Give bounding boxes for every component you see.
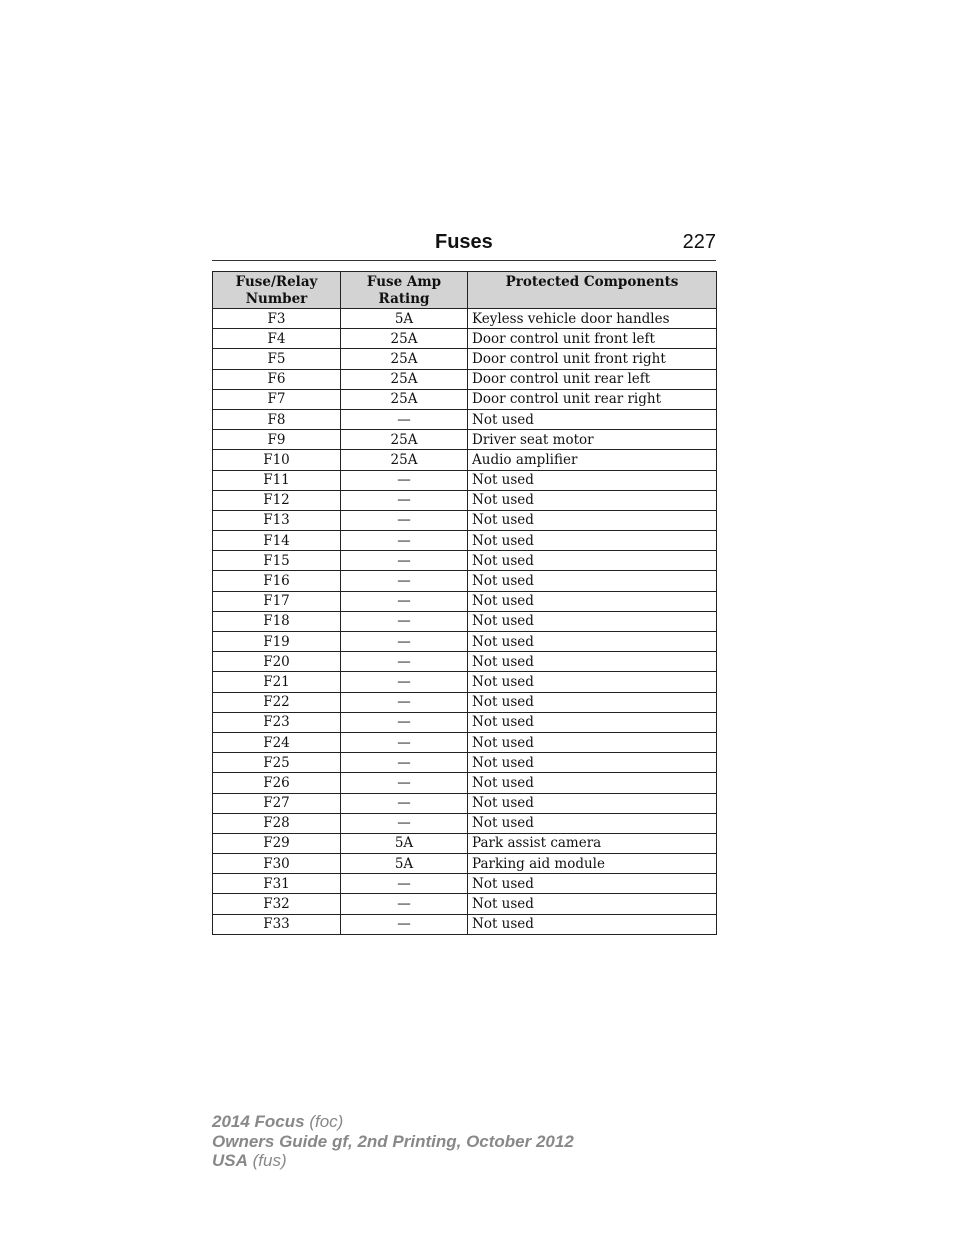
fuse-number-cell: F14 [213, 531, 341, 551]
table-row [213, 874, 717, 894]
fuse-number-cell: F12 [213, 490, 341, 510]
protected-component-cell: Not used [468, 652, 717, 672]
amp-rating-cell: 25A [341, 329, 468, 349]
fuse-number-cell: F22 [213, 692, 341, 712]
protected-component-cell: Not used [468, 712, 717, 732]
footer-guide-line: Owners Guide gf, 2nd Printing, October 2012 [212, 1131, 574, 1151]
amp-rating-cell: — [341, 591, 468, 611]
table-row [213, 409, 717, 429]
fuse-number-cell: F5 [213, 349, 341, 369]
fuse-number-cell: F25 [213, 753, 341, 773]
page-number: 227 [682, 231, 716, 253]
table-row [213, 773, 717, 793]
protected-component-cell: Not used [468, 753, 717, 773]
column-header-fuse-number: Fuse/Relay Number [213, 272, 341, 309]
protected-component-cell: Not used [468, 551, 717, 571]
amp-rating-cell: 25A [341, 450, 468, 470]
page-footer [212, 1112, 574, 1171]
protected-component-cell: Door control unit front right [468, 349, 717, 369]
protected-component-cell: Door control unit rear right [468, 389, 717, 409]
table-row [213, 531, 717, 551]
amp-rating-cell: — [341, 571, 468, 591]
amp-rating-cell: 25A [341, 349, 468, 369]
column-header-amp-rating: Fuse Amp Rating [341, 272, 468, 309]
protected-component-cell: Parking aid module [468, 854, 717, 874]
fuse-number-cell: F30 [213, 854, 341, 874]
table-row [213, 712, 717, 732]
fuse-number-cell: F27 [213, 793, 341, 813]
table-row [213, 632, 717, 652]
table-row [213, 369, 717, 389]
table-row [213, 329, 717, 349]
table-row [213, 510, 717, 530]
fuse-number-cell: F4 [213, 329, 341, 349]
fuse-number-cell: F18 [213, 611, 341, 631]
protected-component-cell: Not used [468, 793, 717, 813]
protected-component-cell: Door control unit front left [468, 329, 717, 349]
protected-component-cell: Not used [468, 490, 717, 510]
amp-rating-cell: — [341, 874, 468, 894]
fuse-number-cell: F31 [213, 874, 341, 894]
amp-rating-cell: — [341, 773, 468, 793]
table-row [213, 450, 717, 470]
fuse-number-cell: F26 [213, 773, 341, 793]
fuse-number-cell: F6 [213, 369, 341, 389]
protected-component-cell: Park assist camera [468, 833, 717, 853]
fuse-number-cell: F32 [213, 894, 341, 914]
amp-rating-cell: — [341, 672, 468, 692]
table-row [213, 894, 717, 914]
amp-rating-cell: — [341, 732, 468, 752]
table-row [213, 551, 717, 571]
fuse-number-cell: F29 [213, 833, 341, 853]
amp-rating-cell: — [341, 813, 468, 833]
amp-rating-cell: — [341, 793, 468, 813]
protected-component-cell: Not used [468, 409, 717, 429]
amp-rating-cell: — [341, 632, 468, 652]
amp-rating-cell: — [341, 712, 468, 732]
fuse-number-cell: F8 [213, 409, 341, 429]
amp-rating-cell: 5A [341, 854, 468, 874]
protected-component-cell: Not used [468, 531, 717, 551]
amp-rating-cell: — [341, 551, 468, 571]
table-row [213, 753, 717, 773]
fuse-table [212, 271, 717, 935]
amp-rating-cell: 5A [341, 833, 468, 853]
fuse-number-cell: F33 [213, 914, 341, 934]
fuse-number-cell: F13 [213, 510, 341, 530]
protected-component-cell: Not used [468, 773, 717, 793]
amp-rating-cell: — [341, 531, 468, 551]
page-header [212, 228, 716, 261]
amp-rating-cell: — [341, 470, 468, 490]
table-row [213, 571, 717, 591]
table-row [213, 652, 717, 672]
fuse-number-cell: F3 [213, 309, 341, 329]
protected-component-cell: Driver seat motor [468, 430, 717, 450]
column-header-protected-components: Protected Components [468, 272, 717, 309]
fuse-number-cell: F16 [213, 571, 341, 591]
protected-component-cell: Not used [468, 632, 717, 652]
table-row [213, 591, 717, 611]
protected-component-cell: Not used [468, 894, 717, 914]
amp-rating-cell: — [341, 692, 468, 712]
table-row [213, 692, 717, 712]
protected-component-cell: Keyless vehicle door handles [468, 309, 717, 329]
amp-rating-cell: — [341, 914, 468, 934]
fuse-number-cell: F11 [213, 470, 341, 490]
amp-rating-cell: 5A [341, 309, 468, 329]
fuse-number-cell: F10 [213, 450, 341, 470]
protected-component-cell: Not used [468, 813, 717, 833]
table-row [213, 470, 717, 490]
protected-component-cell: Not used [468, 611, 717, 631]
fuse-number-cell: F20 [213, 652, 341, 672]
table-row [213, 490, 717, 510]
fuse-number-cell: F9 [213, 430, 341, 450]
protected-component-cell: Door control unit rear left [468, 369, 717, 389]
amp-rating-cell: 25A [341, 389, 468, 409]
amp-rating-cell: — [341, 409, 468, 429]
amp-rating-cell: — [341, 652, 468, 672]
amp-rating-cell: 25A [341, 369, 468, 389]
fuse-number-cell: F23 [213, 712, 341, 732]
fuse-number-cell: F19 [213, 632, 341, 652]
amp-rating-cell: — [341, 611, 468, 631]
footer-market-line: USA (fus) [212, 1151, 287, 1170]
fuse-number-cell: F17 [213, 591, 341, 611]
fuse-number-cell: F15 [213, 551, 341, 571]
table-row [213, 854, 717, 874]
table-row [213, 914, 717, 934]
fuse-number-cell: F21 [213, 672, 341, 692]
amp-rating-cell: — [341, 490, 468, 510]
table-row [213, 430, 717, 450]
protected-component-cell: Not used [468, 510, 717, 530]
fuse-number-cell: F7 [213, 389, 341, 409]
fuse-number-cell: F24 [213, 732, 341, 752]
protected-component-cell: Not used [468, 571, 717, 591]
protected-component-cell: Not used [468, 672, 717, 692]
footer-model-line: 2014 Focus (foc) [212, 1112, 344, 1131]
table-header-row [213, 272, 717, 309]
amp-rating-cell: 25A [341, 430, 468, 450]
amp-rating-cell: — [341, 510, 468, 530]
protected-component-cell: Not used [468, 470, 717, 490]
table-row [213, 833, 717, 853]
protected-component-cell: Not used [468, 692, 717, 712]
table-row [213, 732, 717, 752]
amp-rating-cell: — [341, 753, 468, 773]
fuse-number-cell: F28 [213, 813, 341, 833]
table-row [213, 611, 717, 631]
protected-component-cell: Not used [468, 914, 717, 934]
table-row [213, 389, 717, 409]
table-row [213, 672, 717, 692]
protected-component-cell: Audio amplifier [468, 450, 717, 470]
protected-component-cell: Not used [468, 591, 717, 611]
amp-rating-cell: — [341, 894, 468, 914]
protected-component-cell: Not used [468, 874, 717, 894]
table-row [213, 309, 717, 329]
table-row [213, 793, 717, 813]
table-row [213, 349, 717, 369]
protected-component-cell: Not used [468, 732, 717, 752]
section-title: Fuses [435, 231, 493, 253]
table-row [213, 813, 717, 833]
